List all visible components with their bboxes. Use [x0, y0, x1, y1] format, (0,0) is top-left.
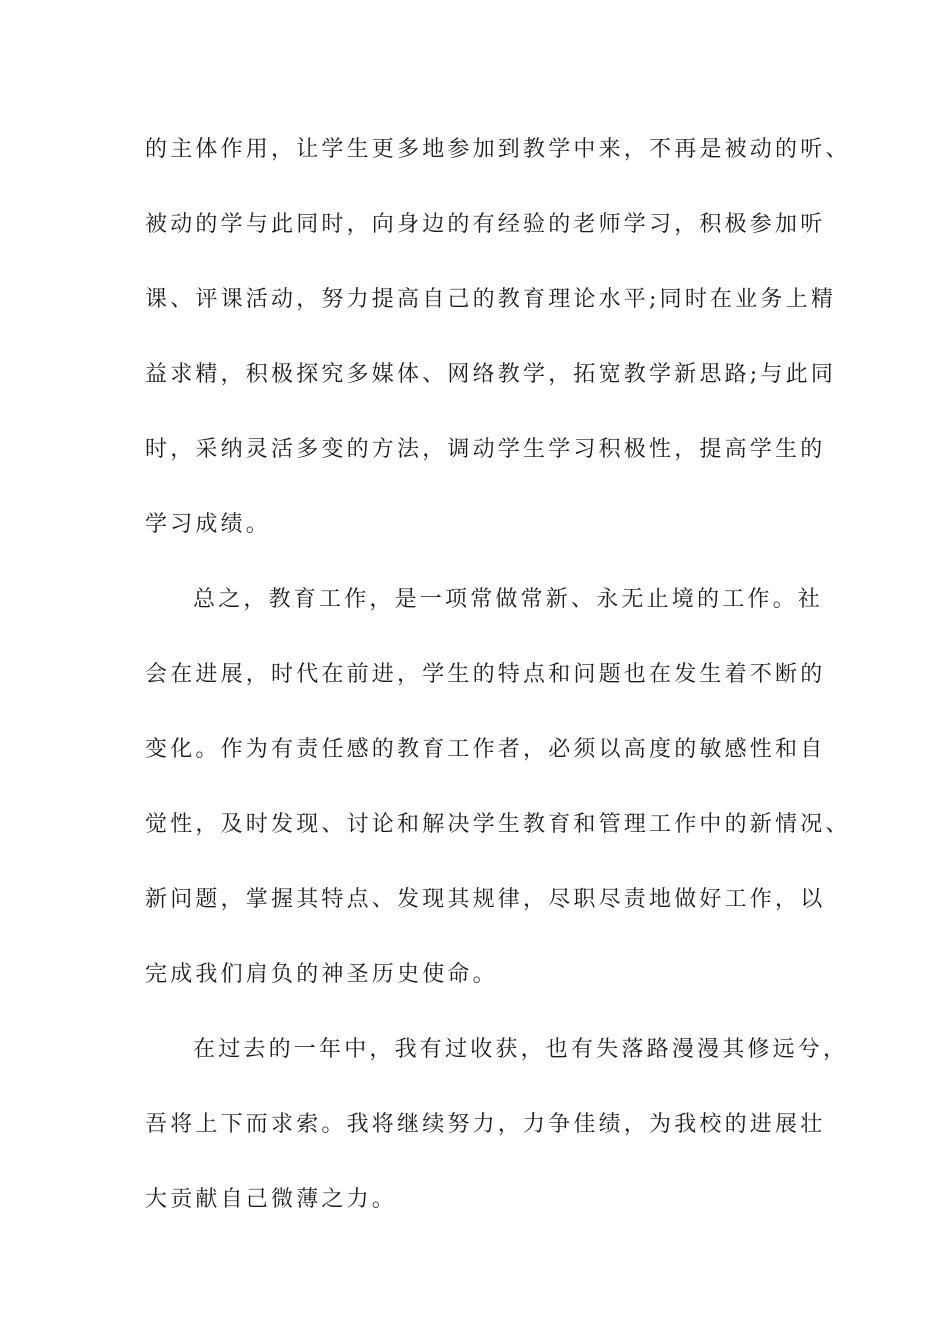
text-line: 会在进展，时代在前进，学生的特点和问题也在发生着不断的 — [145, 662, 826, 687]
paragraph-first-line: 总之，教育工作，是一项常做常新、永无止境的工作。社 — [193, 587, 824, 612]
text-line: 被动的学与此同时，向身边的有经验的老师学习，积极参加听 — [145, 212, 826, 237]
text-line: 吾将上下而求索。我将继续努力，力争佳绩，为我校的进展壮 — [145, 1112, 826, 1137]
text-line: 时，采纳灵活多变的方法，调动学生学习积极性，提高学生的 — [145, 437, 826, 462]
text-line: 的主体作用，让学生更多地参加到教学中来，不再是被动的听、 — [145, 137, 851, 162]
text-line: 觉性，及时发现、讨论和解决学生教育和管理工作中的新情况、 — [145, 812, 851, 837]
text-line: 变化。作为有责任感的教育工作者，必须以高度的敏感性和自 — [145, 737, 826, 762]
text-line: 益求精，积极探究多媒体、网络教学，拓宽教学新思路;与此同 — [145, 362, 837, 387]
text-line: 学习成绩。 — [145, 512, 272, 537]
text-line: 大贡献自己微薄之力。 — [145, 1187, 398, 1212]
paragraph-first-line: 在过去的一年中，我有过收获，也有失落路漫漫其修远兮， — [193, 1037, 849, 1062]
text-line: 课、评课活动，努力提高自己的教育理论水平;同时在业务上精 — [145, 287, 837, 312]
text-line: 新问题，掌握其特点、发现其规律，尽职尽责地做好工作，以 — [145, 887, 826, 912]
text-line: 完成我们肩负的神圣历史使命。 — [145, 962, 498, 987]
